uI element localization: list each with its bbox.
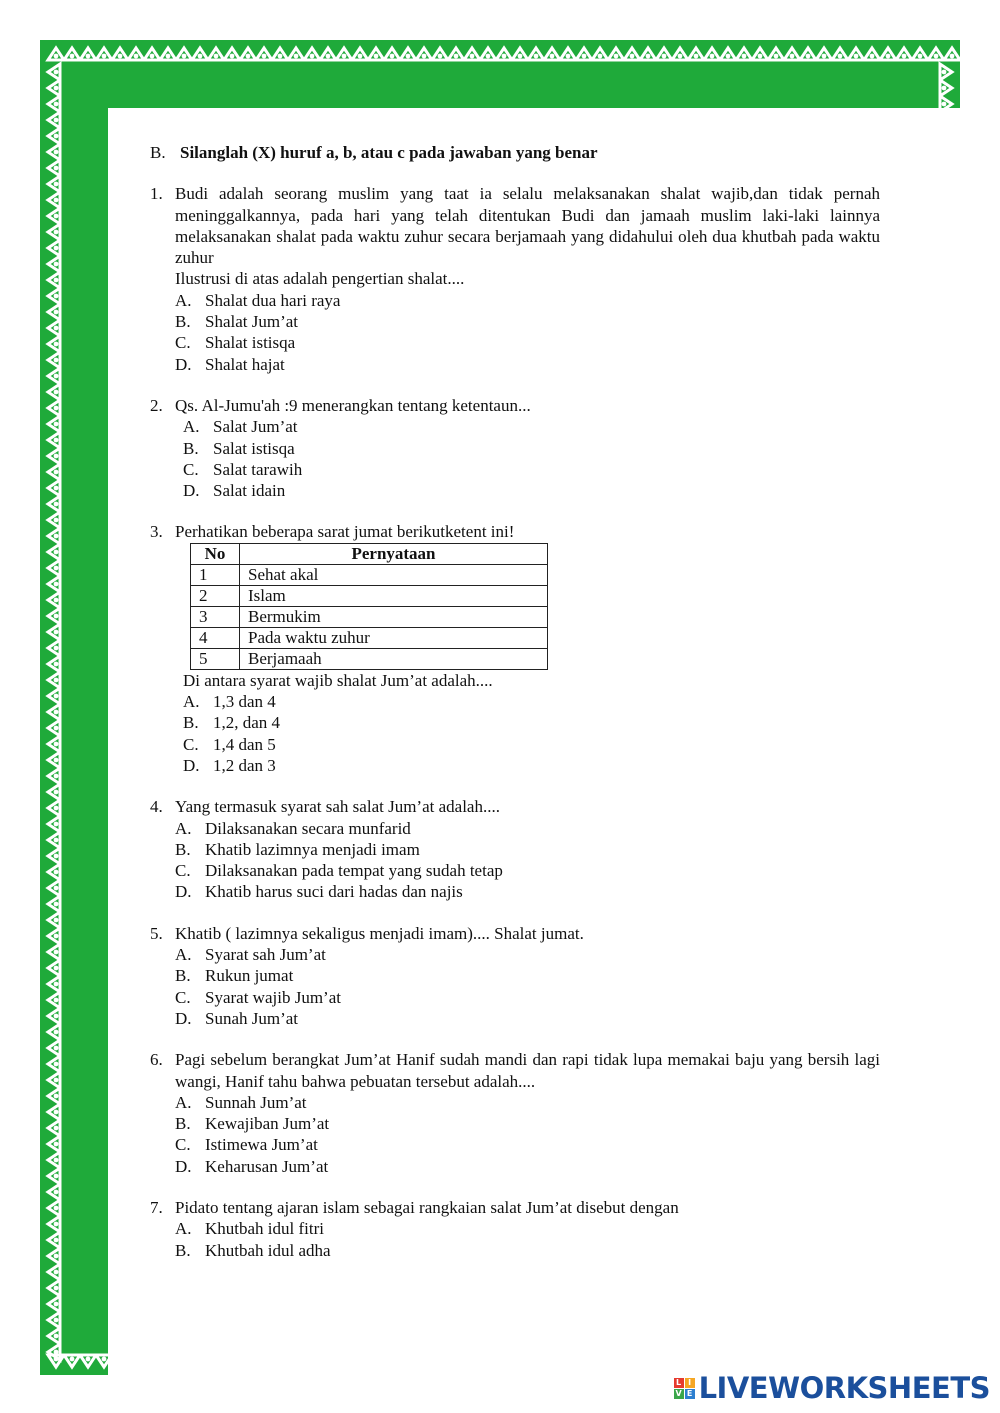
worksheet-content <box>150 142 880 1261</box>
option-d[interactable]: D. 1,2 dan 3 <box>183 755 276 775</box>
question-7 <box>150 1197 880 1261</box>
option-c[interactable]: C. Syarat wajib Jum’at <box>175 987 341 1007</box>
question-prompt: Di antara syarat wajib shalat Jum’at adalah.... <box>183 670 493 690</box>
option-d[interactable]: D. Sunah Jum’at <box>175 1008 299 1028</box>
question-6 <box>150 1049 880 1177</box>
question-number: 4. <box>150 797 163 817</box>
option-d[interactable]: D. Salat idain <box>183 481 286 501</box>
question-stem: Budi adalah seorang muslim yang taat ia selalu melaksanakan shalat wajib,dan tidak pernah meninggalkannya, pada hari yang telah ditentukan Budi dan jamaah muslim laki-laki lainnya melaksanakan shalat pada waktu zuhur secara berjamaah yang didahului oleh dua khutbah pada waktu zuhur <box>175 184 880 268</box>
option-a[interactable]: A. Khutbah idul fitri <box>175 1219 324 1239</box>
option-c[interactable]: C. Salat tarawih <box>183 459 303 479</box>
table-row: 1 Sehat akal <box>191 564 548 585</box>
logo-text: LIVEWORKSHEETS <box>698 1371 990 1405</box>
option-b[interactable]: B. Kewajiban Jum’at <box>175 1114 330 1134</box>
question-stem: Perhatikan beberapa sarat jumat berikutketent ini! <box>175 522 515 542</box>
question-number: 6. <box>150 1050 163 1070</box>
table-row: 5 Berjamaah <box>191 648 548 669</box>
option-a[interactable]: A. Dilaksanakan secara munfarid <box>175 818 411 838</box>
question-1 <box>150 183 880 375</box>
table-row: 3 Bermukim <box>191 606 548 627</box>
question-2 <box>150 395 880 501</box>
option-c[interactable]: C. Istimewa Jum’at <box>175 1135 318 1155</box>
logo-mark-icon: L I V E <box>674 1378 695 1399</box>
table-row: 2 Islam <box>191 585 548 606</box>
question-stem: Pidato tentang ajaran islam sebagai rangkaian salat Jum’at disebut dengan <box>175 1197 679 1217</box>
question-number: 2. <box>150 395 163 415</box>
option-b[interactable]: B. Salat istisqa <box>183 438 295 458</box>
question-stem: Khatib ( lazimnya sekaligus menjadi imam).... Shalat jumat. <box>175 923 584 943</box>
table-row: 4 Pada waktu zuhur <box>191 627 548 648</box>
option-c[interactable]: C. 1,4 dan 5 <box>183 734 276 754</box>
question-5 <box>150 923 880 1029</box>
option-list <box>175 1092 880 1177</box>
option-list <box>175 416 880 501</box>
option-d[interactable]: D. Khatib harus suci dari hadas dan najis <box>175 882 463 902</box>
question-number: 3. <box>150 522 163 542</box>
option-b[interactable]: B. Shalat Jum’at <box>175 312 299 332</box>
question-3 <box>150 521 880 776</box>
option-a[interactable]: A. Salat Jum’at <box>183 417 298 437</box>
option-a[interactable]: A. Sunnah Jum’at <box>175 1092 307 1112</box>
option-list <box>175 944 880 1029</box>
column-header: Pernyataan <box>240 543 548 564</box>
option-d[interactable]: D. Shalat hajat <box>175 354 285 374</box>
requirements-table <box>190 543 548 670</box>
question-stem: Yang termasuk syarat sah salat Jum’at adalah.... <box>175 797 500 817</box>
table-header-row <box>191 543 548 564</box>
question-number: 7. <box>150 1197 163 1217</box>
option-c[interactable]: C. Shalat istisqa <box>175 333 296 353</box>
question-stem: Qs. Al-Jumu'ah :9 menerangkan tentang ketentaun... <box>175 395 531 415</box>
question-stem: Pagi sebelum berangkat Jum’at Hanif sudah mandi dan rapi tidak lupa memakai baju yang bersih lagi wangi, Hanif tahu bahwa pebuatan tersebut adalah.... <box>175 1050 880 1091</box>
option-list <box>175 1218 880 1261</box>
question-number: 1. <box>150 184 163 204</box>
option-b[interactable]: B. Rukun jumat <box>175 966 294 986</box>
option-list <box>175 818 880 903</box>
option-b[interactable]: B. Khutbah idul adha <box>175 1240 331 1260</box>
column-header: No <box>191 543 240 564</box>
option-b[interactable]: B. 1,2, dan 4 <box>183 713 281 733</box>
option-a[interactable]: A. 1,3 dan 4 <box>183 692 276 712</box>
option-list <box>175 691 880 776</box>
question-prompt: Ilustrusi di atas adalah pengertian shalat.... <box>175 269 465 289</box>
question-number: 5. <box>150 923 163 943</box>
question-4 <box>150 796 880 902</box>
section-letter: B. <box>150 143 166 162</box>
option-a[interactable]: A. Shalat dua hari raya <box>175 290 341 310</box>
section-heading <box>150 142 880 163</box>
option-list <box>175 290 880 375</box>
section-instruction: Silanglah (X) huruf a, b, atau c pada jawaban yang benar <box>180 143 598 162</box>
option-d[interactable]: D. Keharusan Jum’at <box>175 1156 329 1176</box>
option-c[interactable]: C. Dilaksanakan pada tempat yang sudah tetap <box>175 861 503 881</box>
option-b[interactable]: B. Khatib lazimnya menjadi imam <box>175 839 420 859</box>
liveworksheets-logo[interactable] <box>674 1371 990 1405</box>
option-a[interactable]: A. Syarat sah Jum’at <box>175 945 326 965</box>
